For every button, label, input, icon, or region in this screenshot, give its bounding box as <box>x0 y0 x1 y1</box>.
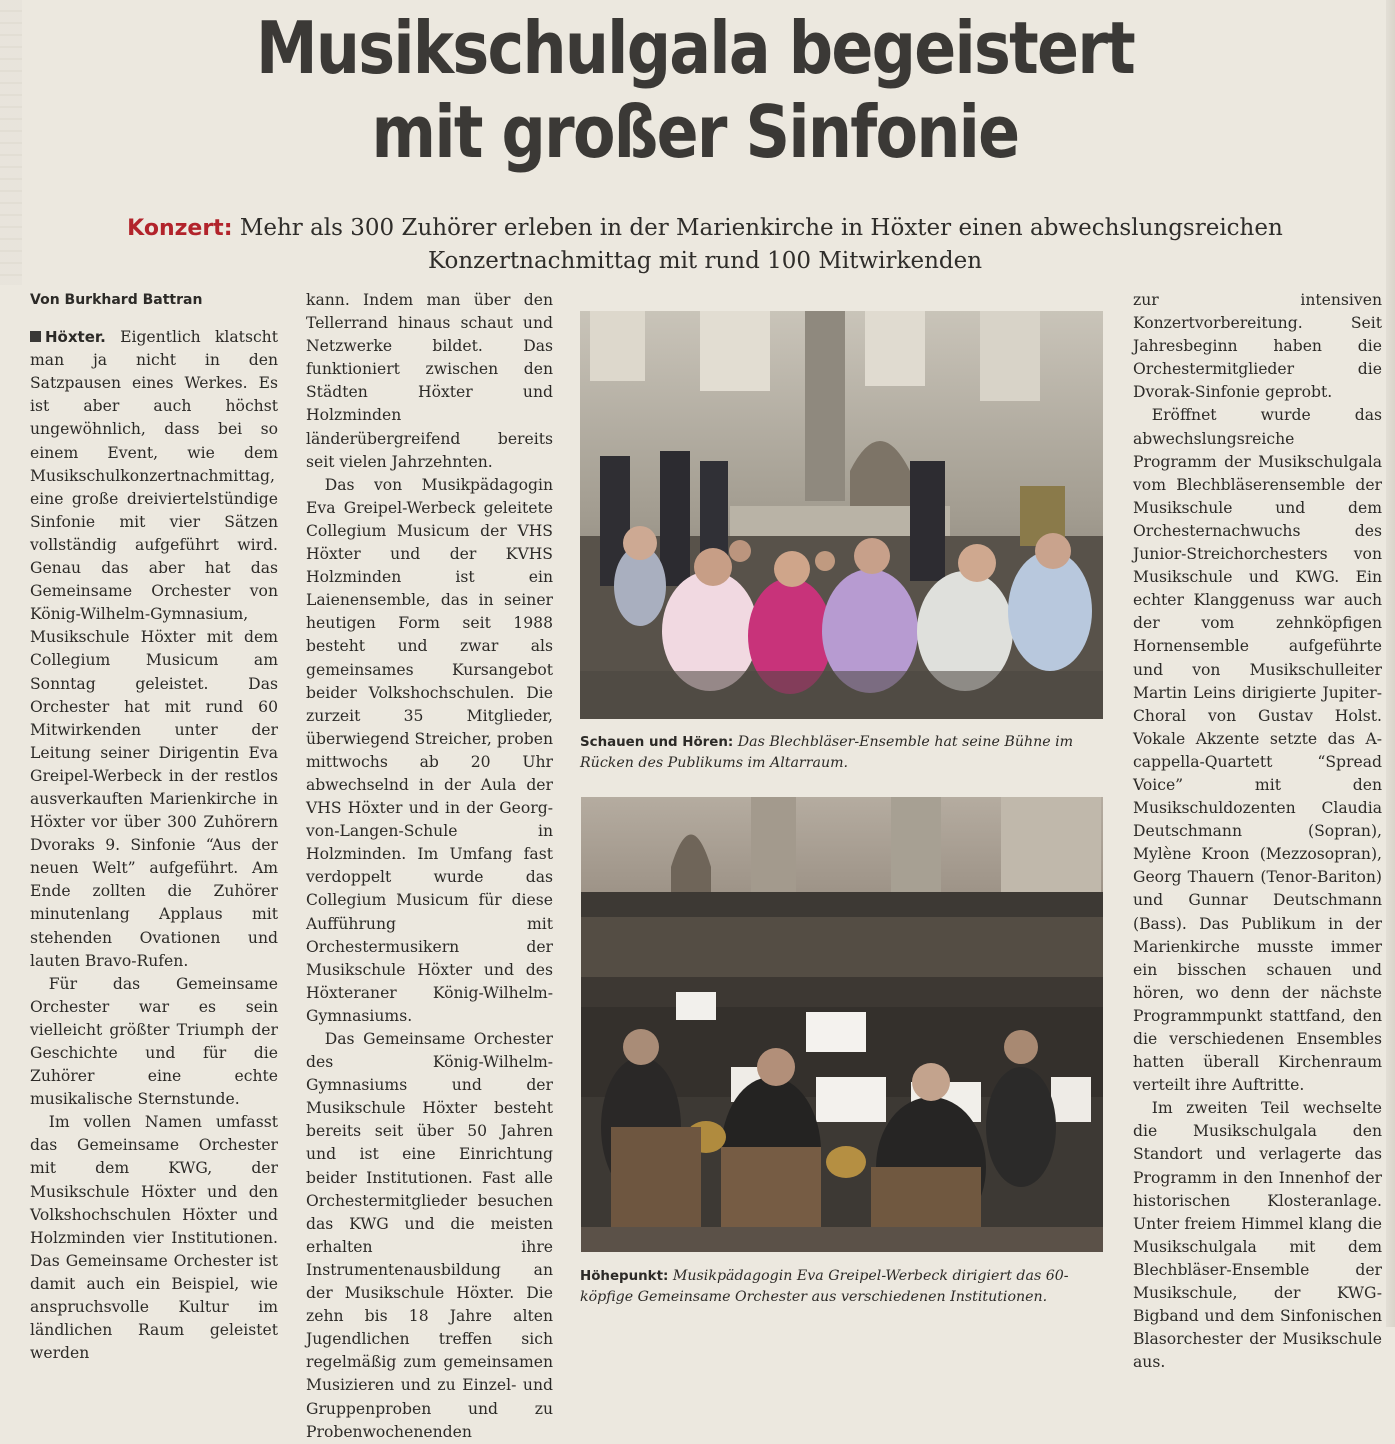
paragraph: Das von Musikpädagogin Eva Greipel-Werbeck geleitete Collegium Musicum der VHS Höxter und der KVHS Holzminden ist ein Laienensemble, das in seiner heutigen Form seit 1988 besteht und zwar als gemeinsames Kursangebot beider Volkshochschulen. Die zurzeit 35 Mitglieder, überwiegend Streicher, proben mittwochs ab 20 Uhr abwechselnd in der Aula der VHS Höxter und in der Georg-von-Langen-Schule in Holzminden. Im Umfang fast verdoppelt wurde das Collegium Musicum für diese Aufführung mit Orchestermusikern der Musikschule Höxter und des Höxteraner König-Wilhelm-Gymnasiums. <box>306 475 553 1025</box>
dateline: Höxter. <box>45 328 106 347</box>
kicker: Konzert: <box>127 216 233 241</box>
paragraph-text: Eigentlich klatscht man ja nicht in den Satzpausen eines Werkes. Es ist aber auch höchst ungewöhnlich, dass bei so einem Event, wie dem Musikschulkonzertnachmittag, eine große dreiviertelstündige Sinfonie mit vier Sätzen vollständig aufgeführt wird. Genau das aber hat das Gemeinsame Orchester von König-Wilhelm-Gymnasium, Musikschule Höxter mit dem Collegium Musicum am Sonntag geleistet. Das Orchester hat mit rund 60 Mitwirkenden unter der Leitung seiner Dirigentin Eva Greipel-Werbeck in der restlos ausverkauften Marienkirche in Höxter vor über 300 Zuhörern Dvoraks 9. Sinfonie “Aus der neuen Welt” aufgeführt. Am Ende zollten die Zuhörer minutenlang Applaus mit stehenden Ovationen und lauten Bravo-Rufen. <box>30 328 278 970</box>
caption-label: Schauen und Hören: <box>580 735 734 750</box>
headline-line-2: mit großer Sinfonie <box>371 90 1019 174</box>
byline: Von Burkhard Battran <box>30 292 203 308</box>
paragraph: Eröffnet wurde das abwechslungsreiche Programm der Musikschulgala vom Blechbläserensemble der Musikschule und dem Orchesternachwuchs des Junior-Streichorchesters von Musikschule und KWG. Ein echter Klanggenuss war auch der vom zehnköpfigen Hornensemble aufgeführte und von Musikschulleiter Martin Leins dirigierte Jupiter-Choral von Gustav Holst. Vokale Akzente setzte das A-cappella-Quartett “Spread Voice” mit den Musikschuldozenten Claudia Deutschmann (Sopran), Mylène Kroon (Mezzosopran), Georg Thauern (Tenor-Bariton) und Gunnar Deutschmann (Bass). Das Publikum in der Marienkirche musste immer ein bisschen schauen und hören, wo denn der nächste Programmpunkt stattfand, den die verschiedenen Ensembles hatten überall Kirchenraum verteilt ihre Auftritte. <box>1133 406 1382 1095</box>
headline-line-1: Musikschulgala begeistert <box>255 6 1135 90</box>
caption-text: Musikpädagogin Eva Greipel-Werbeck dirigiert das 60-köpfige Gemeinsame Orchester aus verschiedenen Institutionen. <box>580 1268 1069 1305</box>
adjacent-article-bleed-left <box>0 0 22 285</box>
photo-2-caption <box>580 1266 1105 1308</box>
photo-1-caption <box>580 732 1105 774</box>
paragraph: Für das Gemeinsame Orchester war es sein vielleicht größter Triumph der Geschichte und für die Zuhörer eine echte musikalische Sternstunde. <box>30 974 278 1109</box>
subheadline-line-2: Konzertnachmittag mit rund 100 Mitwirkenden <box>427 248 983 274</box>
paragraph: kann. Indem man über den Tellerrand hinaus schaut und Netzwerke bildet. Das funktioniert zwischen den Städten Höxter und Holzminden länderübergreifend bereits seit vielen Jahrzehnten. <box>306 291 553 471</box>
caption-text: Das Blechbläser-Ensemble hat seine Bühne im Rücken des Publikums im Altarraum. <box>580 734 1074 771</box>
subheadline-line-1: Mehr als 300 Zuhörer erleben in der Marienkirche in Höxter einen abwechslungsreichen <box>239 215 1283 241</box>
paragraph <box>30 326 278 973</box>
paragraph: Das Gemeinsame Orchester des König-Wilhelm-Gymnasiums und der Musikschule Höxter besteht bereits seit über 50 Jahren und ist eine Einrichtung beider Institutionen. Fast alle Orchestermitglieder besuchen das KWG und die meisten erhalten ihre Instrumentenausbildung an der Musikschule Höxter. Die zehn bis 18 Jahre alten Jugendlichen treffen sich regelmäßig zum gemeinsamen Musizieren und zu Einzel- und Gruppenproben und zu Probenwochenenden <box>306 1030 553 1441</box>
article-column-1 <box>30 289 278 1365</box>
subheadline <box>110 212 1300 278</box>
photo-audience-brass-ensemble <box>580 311 1103 719</box>
adjacent-article-bleed-right <box>1386 0 1395 1327</box>
caption-label: Höhepunkt: <box>580 1269 669 1284</box>
article-column-2 <box>306 289 553 1444</box>
paragraph: Im zweiten Teil wechselte die Musikschulgala den Standort und verlagerte das Programm in den Innenhof der historischen Klosteranlage. Unter freiem Himmel klang die Musikschulgala mit dem Blechbläser-Ensemble der Musikschule, der KWG-Bigband und dem Sinfonischen Blasorchester der Musikschule aus. <box>1133 1099 1382 1372</box>
headline <box>201 6 1190 174</box>
photo-orchestra-performance <box>581 797 1103 1252</box>
paragraph: Im vollen Namen umfasst das Gemeinsame Orchester mit dem KWG, der Musikschule Höxter und den Volkshochschulen Höxter und Holzminden vier Institutionen. Das Gemeinsame Orchester ist damit auch ein Beispiel, wie anspruchsvolle Kultur im ländlichen Raum geleistet werden <box>30 1113 278 1363</box>
dateline-marker <box>30 331 41 342</box>
article-column-4 <box>1133 289 1382 1374</box>
paragraph: zur intensiven Konzertvorbereitung. Seit Jahresbeginn haben die Orchestermitglieder die Dvorak-Sinfonie geprobt. <box>1133 291 1382 402</box>
